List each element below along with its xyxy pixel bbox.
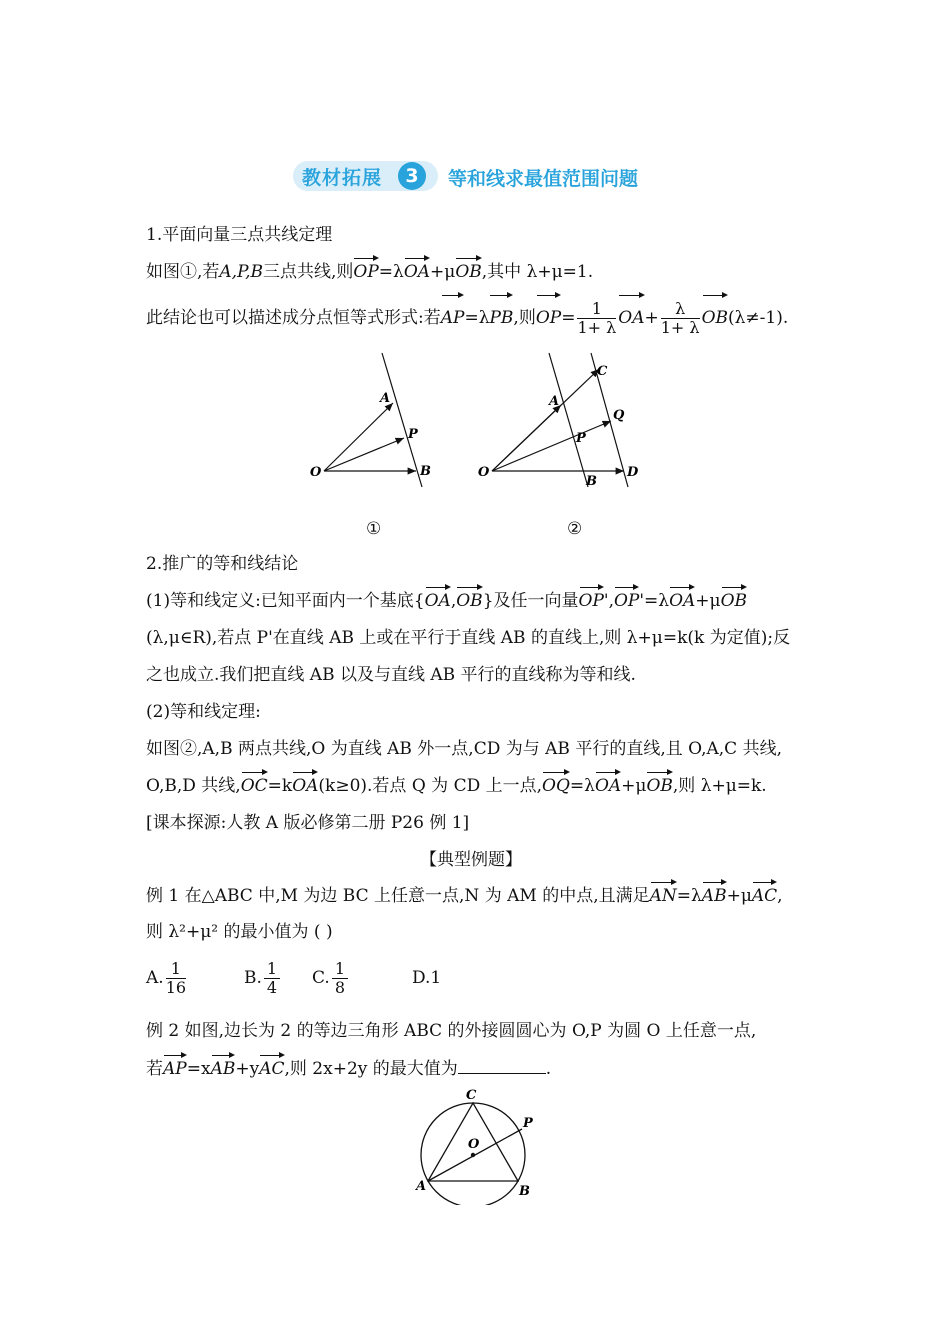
label-p: P <box>576 431 586 446</box>
vector-ac: AC <box>751 886 778 906</box>
vector-ap: AP <box>441 298 465 338</box>
label-c: C <box>466 1088 477 1103</box>
label-a: A <box>549 394 560 409</box>
fraction-one-over: $\frac{1}{1+ \lambda}$ <box>577 299 617 337</box>
figure-1-caption: ① <box>366 519 382 539</box>
figure-2 <box>470 345 650 495</box>
figure-3 <box>410 1085 550 1205</box>
example2-line1: 例 2 如图,边长为 2 的等边三角形 ABC 的外接圆圆心为 O,P 为圆 O 上任意一点, <box>146 1021 757 1041</box>
banner-label: 教材拓展 <box>302 167 383 189</box>
vector-oc: OC <box>240 776 268 796</box>
vector-an: AN <box>649 886 677 906</box>
center-point <box>471 1153 475 1157</box>
theorem-line1: 如图②,A,B 两点共线,O 为直线 AB 外一点,CD 为与 AB 平行的直线,且 O,A,C 共线, <box>146 739 782 759</box>
vector-ob: OB <box>702 298 728 338</box>
section2-heading: 2.推广的等和线结论 <box>146 554 299 574</box>
option-c[interactable]: C. $\frac{1}{8}$ <box>312 958 350 998</box>
example2-line2: 若AP=xAB+yAC,则 2x+2y 的最大值为 . <box>146 1059 552 1079</box>
label-d: D <box>627 465 639 480</box>
definition-line1: (1)等和线定义:已知平面内一个基底{OA,OB}及任一向量OP',OP'=λOA+μOB <box>146 591 748 611</box>
vector-pb: PB <box>489 298 513 338</box>
example1-line1: 例 1 在△ABC 中,M 为边 BC 上任意一点,N 为 AM 的中点,且满足AN=λAB+μAC, <box>146 886 783 906</box>
vector-oa: OA <box>403 262 431 282</box>
label-o: O <box>468 1137 480 1152</box>
label-q: Q <box>613 408 625 423</box>
section1-line1: 如图①,若A,P,B三点共线,则OP=λOA+μOB,其中 λ+μ=1. <box>146 262 594 282</box>
vector-op-prime: OP <box>613 591 640 611</box>
figure-1 <box>300 345 440 495</box>
vector-op-prime: OP <box>578 591 604 611</box>
label-o: O <box>478 465 490 480</box>
line-ab <box>549 353 588 487</box>
label-a: A <box>380 391 391 406</box>
vector-ob: OB <box>720 591 748 611</box>
vector-ac: AC <box>259 1059 285 1079</box>
answer-blank[interactable] <box>458 1057 546 1074</box>
option-a[interactable]: A. $\frac{1}{16}$ <box>146 959 187 997</box>
label-b: B <box>519 1184 530 1199</box>
section1-heading: 1.平面向量三点共线定理 <box>146 225 333 245</box>
definition-line2: (λ,μ∈R),若点 P'在直线 AB 上或在平行于直线 AB 的直线上,则 λ+μ=k(k 为定值);反 <box>146 628 791 648</box>
theorem-line2: O,B,D 共线,OC=kOA(k≥0).若点 Q 为 CD 上一点,OQ=λOA+μOB,则 λ+μ=k. <box>146 776 767 796</box>
label-p: P <box>408 427 418 442</box>
label-c: C <box>597 364 608 379</box>
vector-ab: AB <box>701 886 727 906</box>
label-o: O <box>310 465 322 480</box>
vector-oa: OA <box>424 591 451 611</box>
option-d[interactable]: D.1 <box>412 968 442 988</box>
vector-oq-arrow <box>492 421 611 471</box>
vector-oa: OA <box>292 776 319 796</box>
vector-oa: OA <box>618 298 644 338</box>
banner-number-badge: 3 <box>398 162 426 190</box>
vector-oa: OA <box>594 776 622 796</box>
theorem-heading: (2)等和线定理: <box>146 702 261 722</box>
vector-ob: OB <box>455 262 482 282</box>
examples-heading: 【典型例题】 <box>420 850 522 870</box>
line-ab <box>382 353 422 487</box>
label-b: B <box>420 464 431 479</box>
fraction-lambda-over: $\frac{\lambda}{1+ \lambda}$ <box>660 299 700 337</box>
vector-ap: AP <box>163 1059 187 1079</box>
vector-op-arrow <box>324 438 404 471</box>
vector-oa-arrow <box>492 405 561 471</box>
section1-line2: 此结论也可以描述成分点恒等式形式:若AP=λPB,则OP= $\frac{1}{1+ \lambda}$ OA+ $\frac{\lambda}{1+ \lambda}$ OB(λ≠-1). <box>146 299 789 337</box>
textbook-source: [课本探源:人教 A 版必修第二册 P26 例 1] <box>146 813 470 833</box>
banner-title: 等和线求最值范围问题 <box>448 168 639 190</box>
example1-question: 则 λ²+μ² 的最小值为 ( ) <box>146 922 333 942</box>
vector-oa: OA <box>669 591 696 611</box>
vector-ab: AB <box>210 1059 236 1079</box>
option-b[interactable]: B. $\frac{1}{4}$ <box>244 958 282 998</box>
vector-oa-arrow <box>324 403 393 471</box>
vector-op: OP <box>353 262 379 282</box>
definition-line3: 之也成立.我们把直线 AB 以及与直线 AB 平行的直线称为等和线. <box>146 665 636 685</box>
label-p: P <box>523 1116 533 1131</box>
vector-ob: OB <box>456 591 483 611</box>
vector-op: OP <box>536 298 561 338</box>
vector-oq: OQ <box>542 776 570 796</box>
vector-ob: OB <box>646 776 673 796</box>
label-b: B <box>586 474 597 489</box>
figure-2-caption: ② <box>567 519 583 539</box>
label-a: A <box>416 1179 427 1194</box>
